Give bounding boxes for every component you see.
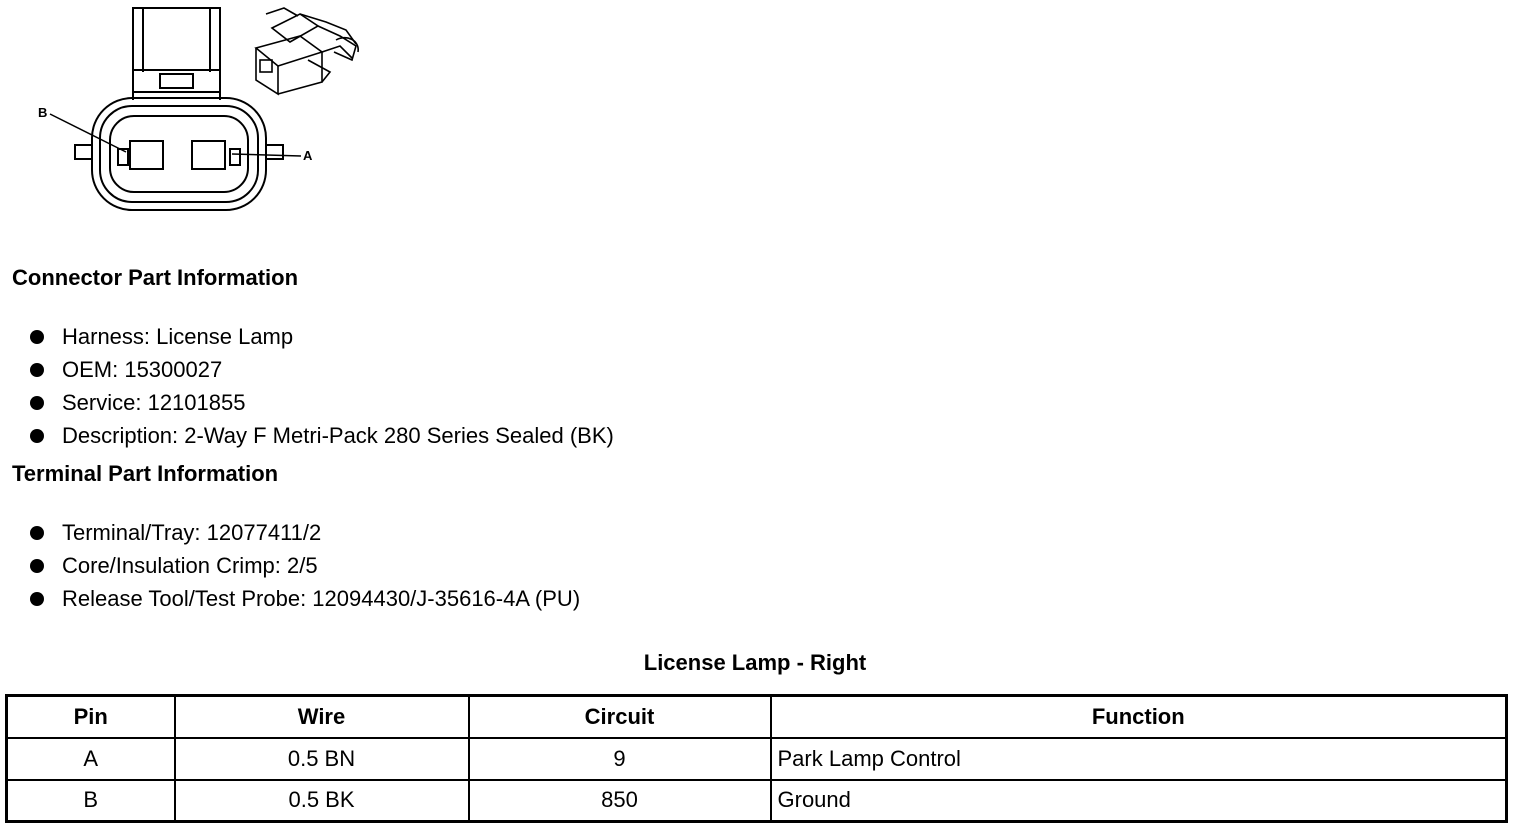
cavity-b (130, 141, 163, 169)
terminal-part-info-list (30, 516, 580, 615)
list-item (30, 386, 614, 419)
bullet-icon (30, 592, 44, 606)
bullet-icon (30, 396, 44, 410)
pin-label-a: A (303, 148, 313, 163)
list-item (30, 549, 580, 582)
wire-cell: 0.5 BN (175, 738, 469, 780)
list-item (30, 582, 580, 615)
crimp-text: Core/Insulation Crimp: 2/5 (62, 552, 318, 578)
bullet-icon (30, 429, 44, 443)
connector-part-info-heading: Connector Part Information (12, 265, 299, 290)
list-item (30, 353, 614, 386)
pin-cell: B (7, 780, 175, 822)
connector-lock-tab (133, 8, 220, 100)
connector-part-info-list (30, 320, 614, 452)
bullet-icon (30, 526, 44, 540)
terminal-tray-text: Terminal/Tray: 12077411/2 (62, 519, 322, 545)
cavity-a (192, 141, 225, 169)
table-caption: License Lamp - Right (643, 650, 867, 675)
table-row (7, 738, 1507, 780)
connector-3d-view (256, 8, 358, 94)
column-header-circuit: Circuit (469, 696, 771, 738)
bullet-icon (30, 330, 44, 344)
table-row (7, 780, 1507, 822)
release-tool-text: Release Tool/Test Probe: 12094430/J-35616-4A (PU) (62, 585, 581, 611)
function-cell: Park Lamp Control (771, 738, 1507, 780)
list-item (30, 419, 614, 452)
list-item (30, 516, 580, 549)
service-text: Service: 12101855 (62, 389, 246, 415)
oem-text: OEM: 15300027 (62, 356, 223, 382)
circuit-cell: 9 (469, 738, 771, 780)
column-header-wire: Wire (175, 696, 469, 738)
bullet-icon (30, 559, 44, 573)
pin-table (5, 694, 1508, 823)
table-header-row (7, 696, 1507, 738)
description-text: Description: 2-Way F Metri-Pack 280 Series Sealed (BK) (62, 422, 614, 448)
connector-diagram (0, 0, 380, 230)
harness-text: Harness: License Lamp (62, 323, 294, 349)
pin-cell: A (7, 738, 175, 780)
function-cell: Ground (771, 780, 1507, 822)
pin-label-b: B (38, 105, 48, 120)
bullet-icon (30, 363, 44, 377)
wire-cell: 0.5 BK (175, 780, 469, 822)
column-header-pin: Pin (7, 696, 175, 738)
column-header-function: Function (771, 696, 1507, 738)
terminal-part-info-heading: Terminal Part Information (12, 461, 279, 486)
list-item (30, 320, 614, 353)
circuit-cell: 850 (469, 780, 771, 822)
